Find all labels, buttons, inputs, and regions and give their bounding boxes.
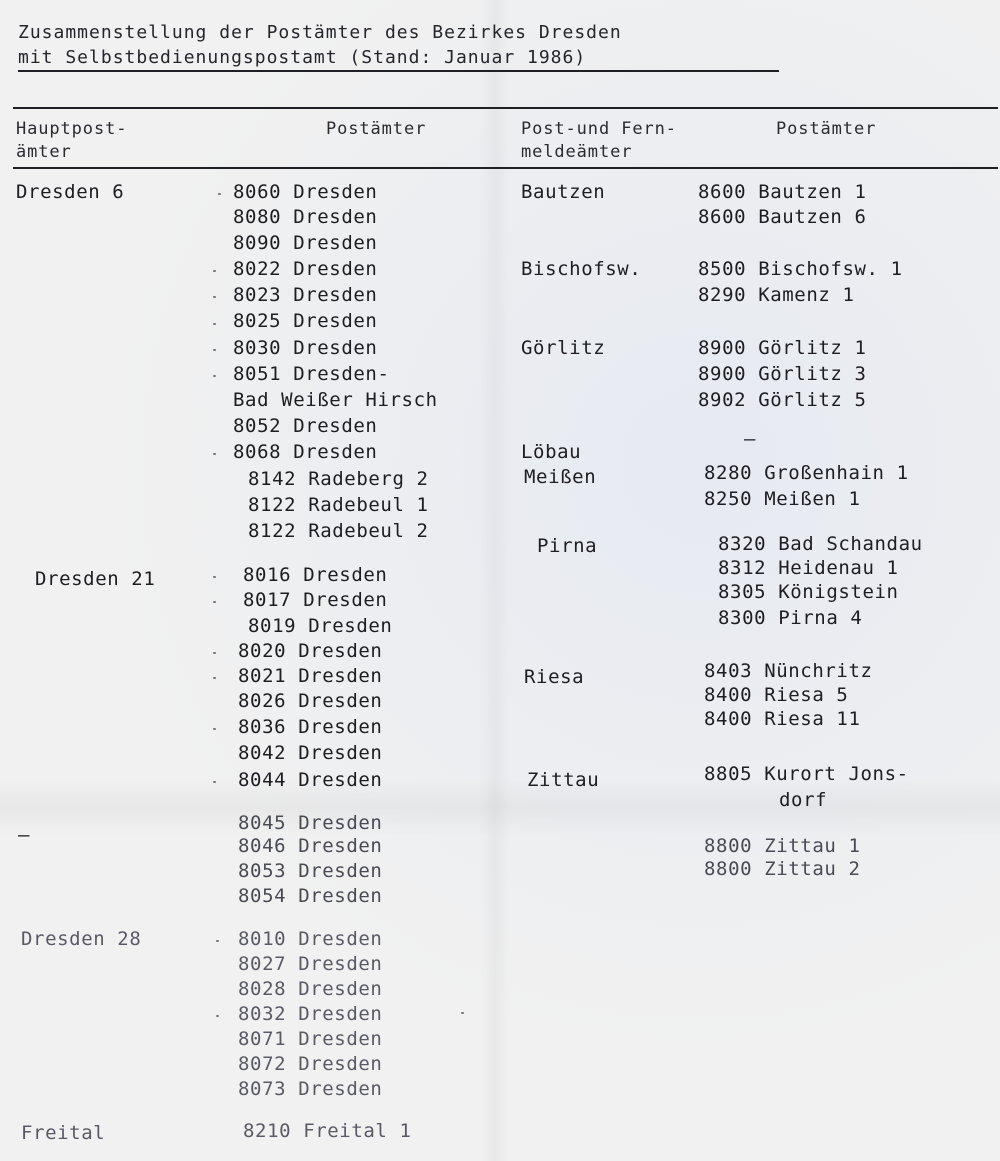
stray-mark bbox=[216, 1015, 219, 1017]
postamt-entry: 8290 Kamenz 1 bbox=[698, 284, 855, 306]
hauptpostamt-name: – bbox=[18, 824, 31, 846]
fernmeldeamt-name: Meißen bbox=[524, 466, 597, 488]
postamt-entry: 8027 Dresden bbox=[238, 953, 383, 975]
postamt-entry: 8054 Dresden bbox=[238, 885, 383, 907]
postamt-entry: 8044 Dresden bbox=[238, 769, 383, 791]
postamt-entry: 8600 Bautzen 6 bbox=[698, 206, 867, 228]
hauptpostamt-name: Dresden 6 bbox=[16, 181, 125, 203]
postamt-entry: 8042 Dresden bbox=[238, 742, 383, 764]
stray-mark bbox=[213, 677, 216, 679]
postamt-entry: 8800 Zittau 1 bbox=[704, 835, 861, 857]
postamt-entry: 8142 Radeberg 2 bbox=[248, 468, 429, 490]
postamt-entry: 8071 Dresden bbox=[238, 1028, 383, 1050]
table-header-rule bbox=[13, 167, 998, 169]
stray-mark bbox=[216, 940, 219, 942]
postamt-entry: dorf bbox=[779, 789, 828, 811]
stray-mark bbox=[213, 781, 216, 783]
document-title-line-2: mit Selbstbedienungspostamt (Stand: Januar 1986) bbox=[18, 47, 587, 68]
postamt-entry: 8010 Dresden bbox=[238, 928, 383, 950]
postamt-entry: 8900 Görlitz 1 bbox=[698, 337, 867, 359]
postamt-entry: 8312 Heidenau 1 bbox=[718, 557, 899, 579]
postamt-entry: 8600 Bautzen 1 bbox=[698, 181, 867, 203]
postamt-entry: 8073 Dresden bbox=[238, 1078, 383, 1100]
stray-mark bbox=[461, 1012, 464, 1014]
header-postaemter-left: Postämter bbox=[326, 119, 427, 139]
postamt-entry: 8210 Freital 1 bbox=[243, 1120, 412, 1142]
hauptpostamt-name: Dresden 21 bbox=[35, 568, 156, 590]
title-underline bbox=[18, 70, 779, 72]
postamt-entry: 8023 Dresden bbox=[233, 284, 378, 306]
header-post-und-fernmeldeaemter-1: Post-und Fern- bbox=[521, 119, 677, 139]
postamt-entry: 8122 Radebeul 2 bbox=[248, 520, 429, 542]
postamt-entry: 8053 Dresden bbox=[238, 860, 383, 882]
postamt-entry: 8025 Dresden bbox=[233, 310, 378, 332]
postamt-entry: 8072 Dresden bbox=[238, 1053, 383, 1075]
stray-mark bbox=[213, 270, 216, 272]
stray-mark bbox=[213, 601, 216, 603]
header-post-und-fernmeldeaemter-2: meldeämter bbox=[521, 142, 633, 162]
postamt-entry: 8090 Dresden bbox=[233, 232, 378, 254]
document-title-line-1: Zusammenstellung der Postämter des Bezirkes Dresden bbox=[18, 22, 622, 43]
fernmeldeamt-name: Pirna bbox=[537, 535, 598, 557]
postamt-entry: 8250 Meißen 1 bbox=[704, 488, 861, 510]
stray-mark bbox=[213, 323, 216, 325]
postamt-entry: 8060 Dresden bbox=[233, 181, 378, 203]
postamt-entry: 8800 Zittau 2 bbox=[704, 858, 861, 880]
postamt-entry: 8300 Pirna 4 bbox=[718, 607, 863, 629]
stray-mark bbox=[213, 576, 216, 578]
postamt-entry: 8020 Dresden bbox=[238, 640, 383, 662]
postamt-entry: 8400 Riesa 11 bbox=[704, 708, 861, 730]
postamt-entry: 8016 Dresden bbox=[243, 564, 388, 586]
fernmeldeamt-name: Bautzen bbox=[521, 181, 606, 203]
postamt-entry: – bbox=[744, 428, 757, 450]
hauptpostamt-name: Freital bbox=[21, 1122, 106, 1144]
hauptpostamt-name: Dresden 28 bbox=[21, 928, 142, 950]
fernmeldeamt-name: Riesa bbox=[524, 666, 585, 688]
postamt-entry: 8052 Dresden bbox=[233, 415, 378, 437]
postamt-entry: 8032 Dresden bbox=[238, 1003, 383, 1025]
postamt-entry: 8068 Dresden bbox=[233, 441, 378, 463]
stray-mark bbox=[218, 193, 221, 195]
postamt-entry: 8902 Görlitz 5 bbox=[698, 389, 867, 411]
postamt-entry: 8026 Dresden bbox=[238, 690, 383, 712]
postamt-entry: 8280 Großenhain 1 bbox=[704, 462, 909, 484]
postamt-entry: 8122 Radebeul 1 bbox=[248, 494, 429, 516]
stray-mark bbox=[213, 296, 216, 298]
postamt-entry: 8400 Riesa 5 bbox=[704, 684, 849, 706]
header-postaemter-right: Postämter bbox=[776, 119, 877, 139]
header-hauptpostaemter-2: ämter bbox=[16, 142, 72, 162]
header-hauptpostaemter-1: Hauptpost- bbox=[16, 119, 128, 139]
table-top-rule bbox=[13, 107, 998, 109]
postamt-entry: 8805 Kurort Jons- bbox=[704, 763, 909, 785]
postamt-entry: 8022 Dresden bbox=[233, 258, 378, 280]
stray-mark bbox=[213, 375, 216, 377]
fernmeldeamt-name: Görlitz bbox=[521, 337, 606, 359]
postamt-entry: 8019 Dresden bbox=[248, 615, 393, 637]
postamt-entry: 8500 Bischofsw. 1 bbox=[698, 258, 903, 280]
stray-mark bbox=[213, 453, 216, 455]
postamt-entry: 8051 Dresden- bbox=[233, 363, 390, 385]
postamt-entry: 8320 Bad Schandau bbox=[718, 533, 923, 555]
stray-mark bbox=[213, 728, 216, 730]
fernmeldeamt-name: Zittau bbox=[527, 769, 600, 791]
postamt-entry: 8046 Dresden bbox=[238, 835, 383, 857]
postamt-entry: 8036 Dresden bbox=[238, 716, 383, 738]
postamt-entry: 8030 Dresden bbox=[233, 337, 378, 359]
postamt-entry: 8305 Königstein bbox=[718, 581, 899, 603]
postamt-entry: 8045 Dresden bbox=[238, 812, 383, 834]
postamt-entry: 8021 Dresden bbox=[238, 665, 383, 687]
fernmeldeamt-name: Löbau bbox=[521, 441, 582, 463]
postamt-entry: 8403 Nünchritz bbox=[704, 660, 873, 682]
postamt-entry: 8900 Görlitz 3 bbox=[698, 363, 867, 385]
postamt-entry: 8017 Dresden bbox=[243, 589, 388, 611]
stray-mark bbox=[213, 349, 216, 351]
fernmeldeamt-name: Bischofsw. bbox=[521, 258, 642, 280]
postamt-entry: Bad Weißer Hirsch bbox=[233, 389, 438, 411]
stray-mark bbox=[213, 652, 216, 654]
postamt-entry: 8028 Dresden bbox=[238, 978, 383, 1000]
postamt-entry: 8080 Dresden bbox=[233, 206, 378, 228]
